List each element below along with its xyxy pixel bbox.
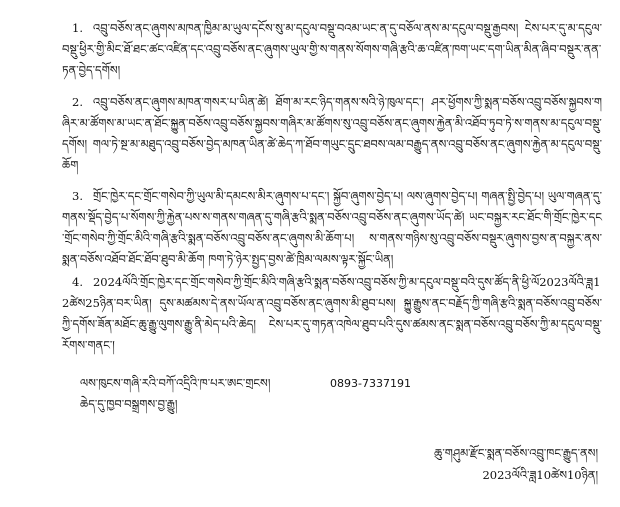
- paragraph-1-number: 1.: [72, 21, 83, 35]
- paragraph-4-number: 4.: [72, 275, 83, 289]
- paragraph-3-number: 3.: [72, 189, 83, 203]
- contact-phone: 0893-7337191: [330, 377, 411, 390]
- paragraph-3: [62, 186, 602, 270]
- contact-label: ལས་ཁུངས་གཞི་རའི་བཀོ་འདྲིའི་ཁ་པར་ཨང་གྲངས།: [80, 376, 271, 390]
- paragraph-1-text: འབྲུ་བཅོས་ནང་ཞུགས་མཁན་ཁྱིམ་མ་ཡུལ་དངོས་སུ་མ་དངུལ་བསྡུ་བའམ་ཡང་ན་དུ་བཅོལ་ནས་མ་དངུལ་བསྡུ་རྒྱབས། ངེས་པར་དུ་མ་དངུལ་བསྡུ་ཕྱིར་གྱི་མིང་ཐོ་ཐང་ཚང་འཛིན་དང་འབྲུ་བཅོས་ནང་ཞུགས་ཡུལ་གྱི་ས་གནས་སོགས་གཞི་རྩའི་ཆ་འཛིན་ཁག་ཡང་དག་ཡིན་མིན་ཞིབ་བསྡུར་ནན་ཏན་བྱེད་དགོས།: [62, 21, 602, 77]
- issuing-organization: ཆུ་གཤུམ་རྫོང་སྨན་བཅོས་འབྲུ་ཁང་རྒྱུད་ནས།: [434, 446, 598, 460]
- contact-line: [80, 373, 540, 394]
- paragraph-4: [62, 272, 602, 356]
- paragraph-2: [62, 92, 602, 176]
- contact-block: [80, 373, 540, 415]
- issue-date: 2023ལོའི་ཟླ10ཚེས10ཉིན།: [482, 468, 598, 482]
- paragraph-3-text: གྲོང་ཁྱེར་དང་གྲོང་གསེབ་ཀྱི་ཡུལ་མི་དམངས་མིར་ཞུགས་པ་དང་། སྐྱོབ་ཞུགས་བྱེད་པ། ལས་ཞུགས་བྱེད་པ། གཞན་སྤྱི་བྱེད་པ། ཡུལ་གཞན་དུ་གནས་སྡོད་བྱེད་པ་སོགས་ཀྱི་རྐྱེན་པས་ས་གནས་གཞན་དུ་གཞི་རྩའི་སྨན་བཅོས་འབྲུ་བཅོས་ནང་ཞུགས་ཡོད་ཚེ། ཡང་བསྐྱར་རང་ཐོང་གི་གྲོང་ཁྱེར་དང་གྲོང་གསེབ་ཀྱི་གྲོང་མིའི་གཞི་རྩའི་སྨན་བཅོས་འབྲུ་བཅོས་ནང་ཞུགས་མི་ཆོག་པ། ས་གནས་གཉིས་སུ་འབྲུ་བཅོས་བསྡུར་ཞུགས་བྱས་ན་བསྐྱར་ནས་སྨན་བཅོས་འཐོབ་ཐོང་ཐོབ་ཐུབ་མི་ཆོག ཁག་ཏེ་ཉེར་སྤྱད་བྱས་ཚེ་ཁྲིམ་ལམས་ལྟར་སྐྱོང་ཡིན།: [62, 189, 602, 266]
- paragraph-1: [62, 18, 602, 81]
- signature-block: [338, 442, 598, 486]
- paragraph-4-text: 2024ལོའི་གྲོང་ཁྱེར་དང་གྲོང་གསེབ་ཀྱི་གྲོང་མིའི་གཞི་རྩའི་སྨན་བཅོས་འབྲུ་བཅོས་ཀྱི་མ་དངུལ་བསྡུ་བའི་དུས་ཚོད་ནི་ཕྱི་ལོ2023ལོའི་ཟླ12ཚེས25ཉིན་བར་ཡིན། དུས་མཚམས་དེ་ནས་ཡོལ་ན་འབྲུ་བཅོས་ནང་ཞུགས་མི་ཐུབ་པས། སྐྱུ་རྒྱུས་ནང་བརྗོད་ཀྱི་གཞི་རྩའི་སྨན་བཅོས་འབྲུ་བཅོས་ཀྱི་དགོས་ཟོན་མཐོང་ཆུ་རྒྱུ་ལུགས་རྒྱུ་ནི་མེད་པའི་ཆེད། ངེས་པར་དུ་གཏན་འཁེལ་ཐུབ་པའི་དུས་ཚམས་ནང་སྨན་བཅོས་འབྲུ་བཅོས་ཀྱི་མ་དངུལ་བསྡུ་རོགས་གནང་།: [62, 275, 602, 352]
- paragraph-2-text: འབྲུ་བཅོས་ནང་ཞུགས་མཁན་གསར་པ་ཡིན་ཚེ། ཐོག་མ་རང་ཉིད་གནས་སའི་ཉེ་ཁུལ་དང་། ཤར་ཕྱོགས་ཀྱི་སྨན་བཅོས་འབྲུ་བཅོས་སྐྱབས་གཞིར་མ་ཚོགས་མ་ཡང་ན་ཐོང་སྐྱུན་བཅོས་འབྲུ་བཅོས་སྐྱབས་གཞིར་མ་ཚོགས་སུ་འབྲུ་བཅོས་ནང་ཞུགས་རྐྱེན་མི་འཐོབ་ཏུབ་ཏེ་ས་གནས་མ་དངུལ་བསྡུ་དགོས། གལ་ཏེ་སྔ་མ་མཐུད་འབྲུ་བཅོས་བྱེད་མཁན་ཡིན་ཚེ་ཆེད་ཀ་ཐོབ་གཡུང་དྲུང་ཐབས་ལམ་བརྒྱུད་ནས་འབྲུ་བཅོས་ནང་ཞུགས་རྐྱེན་མ་དངུལ་བསྡུ་ཆོག: [62, 95, 602, 172]
- paragraph-2-number: 2.: [72, 95, 83, 109]
- closing-line: ཆེད་དུ་ཁྱབ་བསྒྲགས་བྱ་རྒྱུ།: [80, 397, 178, 411]
